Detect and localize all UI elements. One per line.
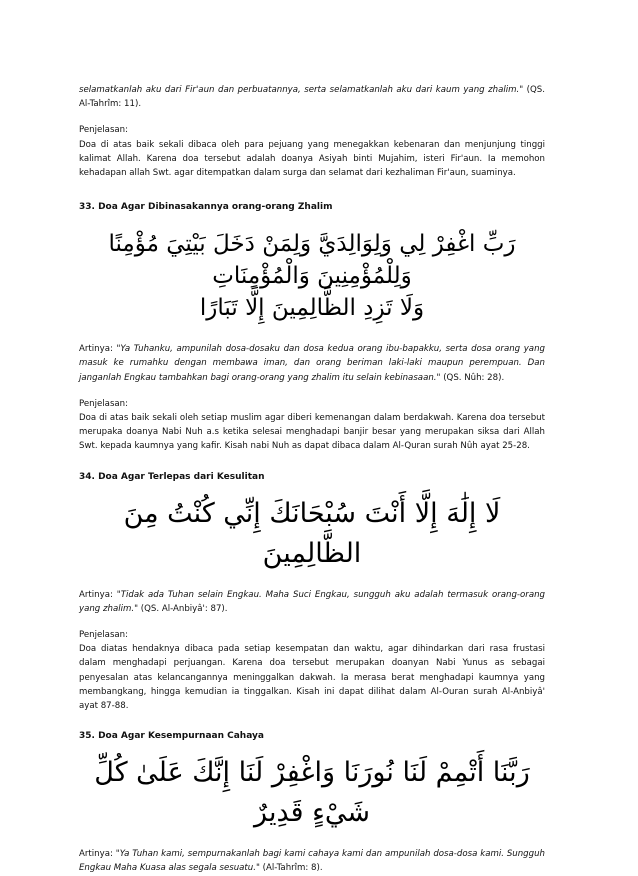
section-35-heading: 35. Doa Agar Kesempurnaan Cahaya: [79, 731, 264, 742]
section-33-arabic-line1: رَبِّ اغْفِرْ لِي وَلِوَالِدَيَّ وَلِمَنْ دَخَلَ بَيْتِيَ مُؤْمِنًا وَلِلْمُؤْمِنِينَ وَالْمُؤْمِنَاتِ: [108, 231, 516, 290]
section-33-explanation-label: Penjelasan:: [79, 398, 129, 409]
section-35-arabic: رَبَّنَا أَتْمِمْ لَنَا نُورَنَا وَاغْفِرْ لَنَا إِنَّكَ عَلَىٰ كُلِّ شَيْءٍ قَدِيرٌ: [94, 757, 530, 829]
translation-italic: "Ya Tuhan kami, sempurnakanlah bagi kami cahaya kami dan ampunilah dosa-dosa kami. Sungguh Engkau Maha Kuasa alas segala sesuatu.": [79, 849, 545, 874]
quote-reference: (QS. Al-Tahrîm: 11).: [79, 85, 545, 110]
section-33-arabic-line2: وَلَا تَزِدِ الظَّالِمِينَ إِلَّا تَبَارًا: [199, 295, 425, 322]
translation-prefix: Artinya:: [79, 849, 116, 860]
section-34-heading: 34. Doa Agar Terlepas dari Kesulitan: [79, 471, 265, 482]
section-33-explanation-text: Doa di atas baik sekali oleh setiap muslim agar diberi kemenangan dalam berdakwah. Karena doa tersebut merupaka doanya Nabi Nuh a.s ketika selesai menghadapi banjir besar yang merupakan siksa dari Allah Swt. kepada kaumnya yang kafir. Kisah nabi Nuh as dapat dibaca dalam Al-Quran surah Nûh ayat 25-28.: [79, 413, 545, 452]
quote-paragraph: [79, 83, 545, 111]
document-content: [79, 83, 545, 876]
explanation-label: Penjelasan:: [79, 125, 129, 136]
section-34-explanation-label: Penjelasan:: [79, 630, 129, 641]
section-33-heading: 33. Doa Agar Dibinasakannya orang-orang Zhalim: [79, 202, 333, 213]
translation-reference: (QS. Nûh: 28).: [440, 372, 505, 383]
quote-italic: selamatkanlah aku dari Fir'aun dan perbuatannya, serta selamatkanlah aku dari kaum yang zhalim.": [79, 85, 524, 95]
translation-prefix: Artinya:: [79, 344, 117, 355]
explanation-text: Doa di atas baik sekali dibaca oleh para pejuang yang menegakkan kebenaran dan menjunjung tinggi kalimat Allah. Karena doa tersebut adalah doanya Asiyah binti Mujahim, isteri Fir'aun. Ia memohon kehadapan allah Swt. agar ditempatkan dalam surga dan selamat dari kezhaliman Fir'aun, suaminya.: [79, 139, 545, 179]
section-33-translation: [79, 342, 545, 385]
section-35-translation: [79, 847, 545, 875]
translation-italic: "Tidak ada Tuhan selain Engkau. Maha Suci Engkau, sungguh aku adalah termasuk orang-orang yang zhalim.": [79, 589, 545, 614]
section-34-explanation-text: Doa diatas hendaknya dibaca pada setiap kesempatan dan waktu, agar dihindarkan dari rasa frustasi dalam menghadapi perjuangan. Karena doa tersebut merupakan doanyan Nabi Yunus as sebagai penyesalan atas kelancangannya meninggalkan dakwah. Ia merasa berat menghadapi kaumnya yang membangkang, hingga kemudian ia tinggalkan. Kisah ini dapat dilihat dalam Al-Ouran surah Al-Anbiyâ' ayat 87-88.: [79, 644, 545, 712]
translation-reference: (QS. Al-Anbiyâ': 87).: [138, 603, 228, 614]
translation-reference: (Al-Tahrîm: 8).: [259, 863, 323, 874]
section-34-translation: [79, 588, 545, 616]
translation-prefix: Artinya:: [79, 589, 117, 600]
section-34-arabic: لَا إِلَٰهَ إِلَّا أَنْتَ سُبْحَانَكَ إِنِّي كُنْتُ مِنَ الظَّالِمِينَ: [123, 497, 501, 569]
translation-italic: "Ya Tuhanku, ampunilah dosa-dosaku dan dosa kedua orang ibu-bapakku, serta dosa orang yang masuk ke rumahku dengan membawa iman, dan orang beriman laki-laki maupun perempuan. Dan janganlah Engkau tambahkan bagi orang-orang yang zhalim itu selain kebinasaan.": [79, 344, 545, 383]
